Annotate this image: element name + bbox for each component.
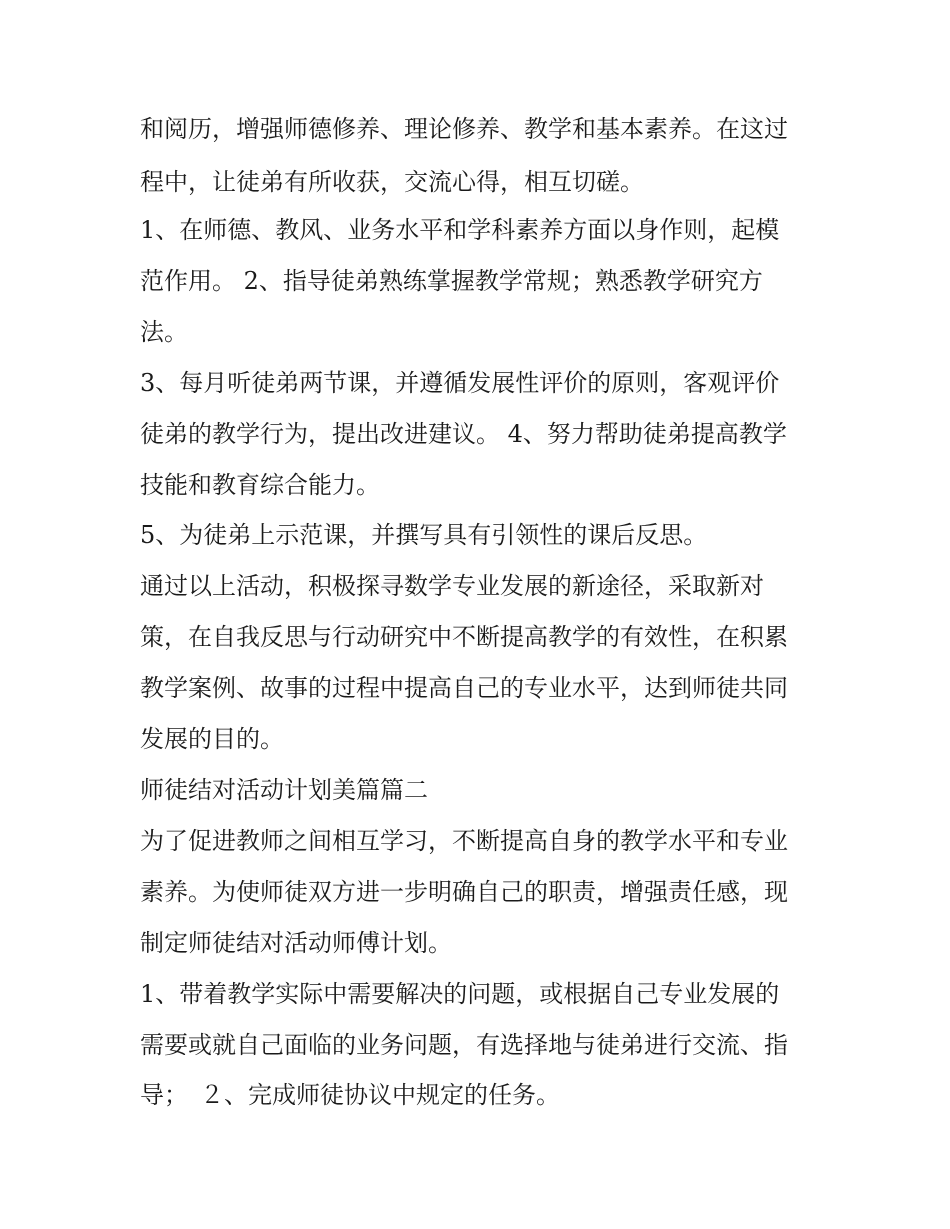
text-line: 法。 xyxy=(140,318,188,346)
text-line: 范作用。 2、指导徒弟熟练掌握教学常规；熟悉教学研究方 xyxy=(140,267,763,295)
text-line: 1、在师德、教风、业务水平和学科素养方面以身作则，起模 xyxy=(140,216,780,244)
text-line: 教学案例、故事的过程中提高自己的专业水平，达到师徒共同 xyxy=(140,674,788,702)
text-line: 技能和教育综合能力。 xyxy=(140,471,380,499)
text-line: 和阅历，增强师德修养、理论修养、教学和基本素养。在这过 xyxy=(140,115,788,143)
text-line: 发展的目的。 xyxy=(140,725,284,753)
text-line: 导； ２、完成师徒协议中规定的任务。 xyxy=(140,1081,560,1109)
text-line: 徒弟的教学行为，提出改进建议。 4、努力帮助徒弟提高教学 xyxy=(140,420,787,448)
text-line: 素养。为使师徒双方进一步明确自己的职责，增强责任感，现 xyxy=(140,878,788,906)
text-line: 程中，让徒弟有所收获，交流心得，相互切磋。 xyxy=(140,168,644,196)
text-line: 通过以上活动，积极探寻数学专业发展的新途径，采取新对 xyxy=(140,572,764,600)
text-line: 1、带着教学实际中需要解决的问题，或根据自己专业发展的 xyxy=(140,980,780,1008)
text-line: 制定师徒结对活动师傅计划。 xyxy=(140,929,452,957)
section-heading: 师徒结对活动计划美篇篇二 xyxy=(140,776,428,804)
text-line: 策，在自我反思与行动研究中不断提高教学的有效性，在积累 xyxy=(140,623,788,651)
text-line: 3、每月听徒弟两节课，并遵循发展性评价的原则，客观评价 xyxy=(140,369,780,397)
text-line: 需要或就自己面临的业务问题，有选择地与徒弟进行交流、指 xyxy=(140,1031,788,1059)
text-line: 5、为徒弟上示范课，并撰写具有引领性的课后反思。 xyxy=(140,521,708,549)
text-line: 为了促进教师之间相互学习，不断提高自身的教学水平和专业 xyxy=(140,827,788,855)
